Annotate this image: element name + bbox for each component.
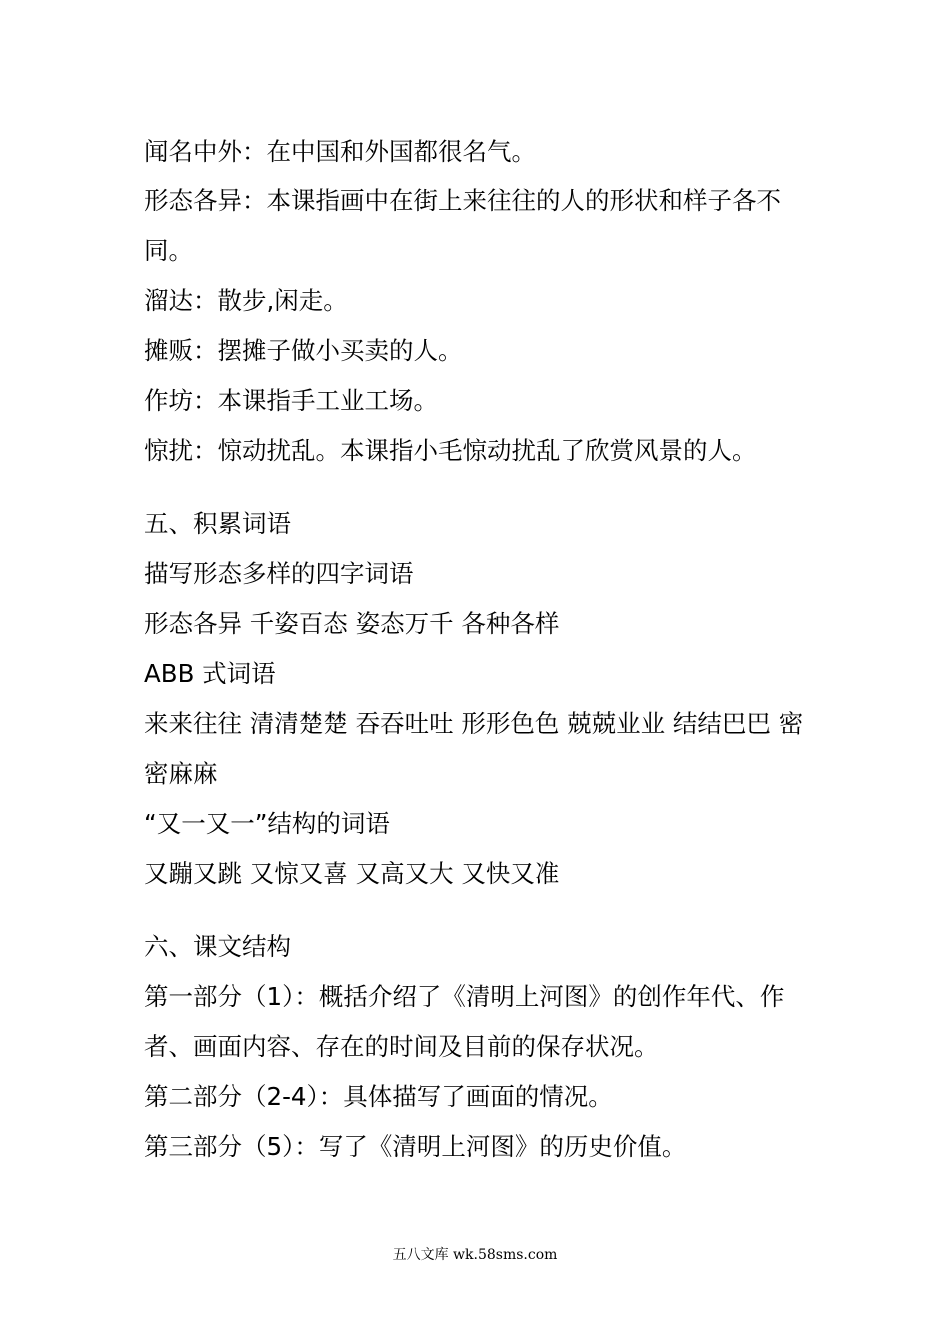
definition-line: 惊扰：惊动扰乱。本课指小毛惊动扰乱了欣赏风景的人。 xyxy=(144,436,757,465)
definition-line: 同。 xyxy=(144,236,193,265)
structure-line: 者、画面内容、存在的时间及目前的保存状况。 xyxy=(144,1032,659,1061)
section-heading: 五、积累词语 xyxy=(144,509,291,538)
structure-line: 第一部分（1）：概括介绍了《清明上河图》的创作年代、作 xyxy=(144,982,785,1011)
structure-line: 第二部分（2-4）：具体描写了画面的情况。 xyxy=(144,1082,613,1111)
page-footer: 五八文库 wk.58sms.com xyxy=(392,1247,558,1263)
definition-line: 摊贩：摆摊子做小买卖的人。 xyxy=(144,336,463,365)
word-list-line: 又蹦又跳 又惊又喜 又高又大 又快又准 xyxy=(144,859,560,888)
word-list-line: 来来往往 清清楚楚 吞吞吐吐 形形色色 兢兢业业 结结巴巴 密 xyxy=(144,709,804,738)
text-line: ABB 式词语 xyxy=(144,659,276,688)
structure-line: 第三部分（5）：写了《清明上河图》的历史价值。 xyxy=(144,1132,687,1161)
word-list-line: 密麻麻 xyxy=(144,759,218,788)
text-line: “又一又一”结构的词语 xyxy=(144,809,390,838)
definition-line: 闻名中外：在中国和外国都很名气。 xyxy=(144,137,536,166)
section-heading: 六、课文结构 xyxy=(144,932,291,961)
definition-line: 溜达：散步,闲走。 xyxy=(144,286,348,315)
definition-line: 形态各异：本课指画中在街上来往往的人的形状和样子各不 xyxy=(144,186,781,215)
definition-line: 作坊：本课指手工业工场。 xyxy=(144,386,438,415)
word-list-line: 形态各异 千姿百态 姿态万千 各种各样 xyxy=(144,609,560,638)
text-line: 描写形态多样的四字词语 xyxy=(144,559,414,588)
